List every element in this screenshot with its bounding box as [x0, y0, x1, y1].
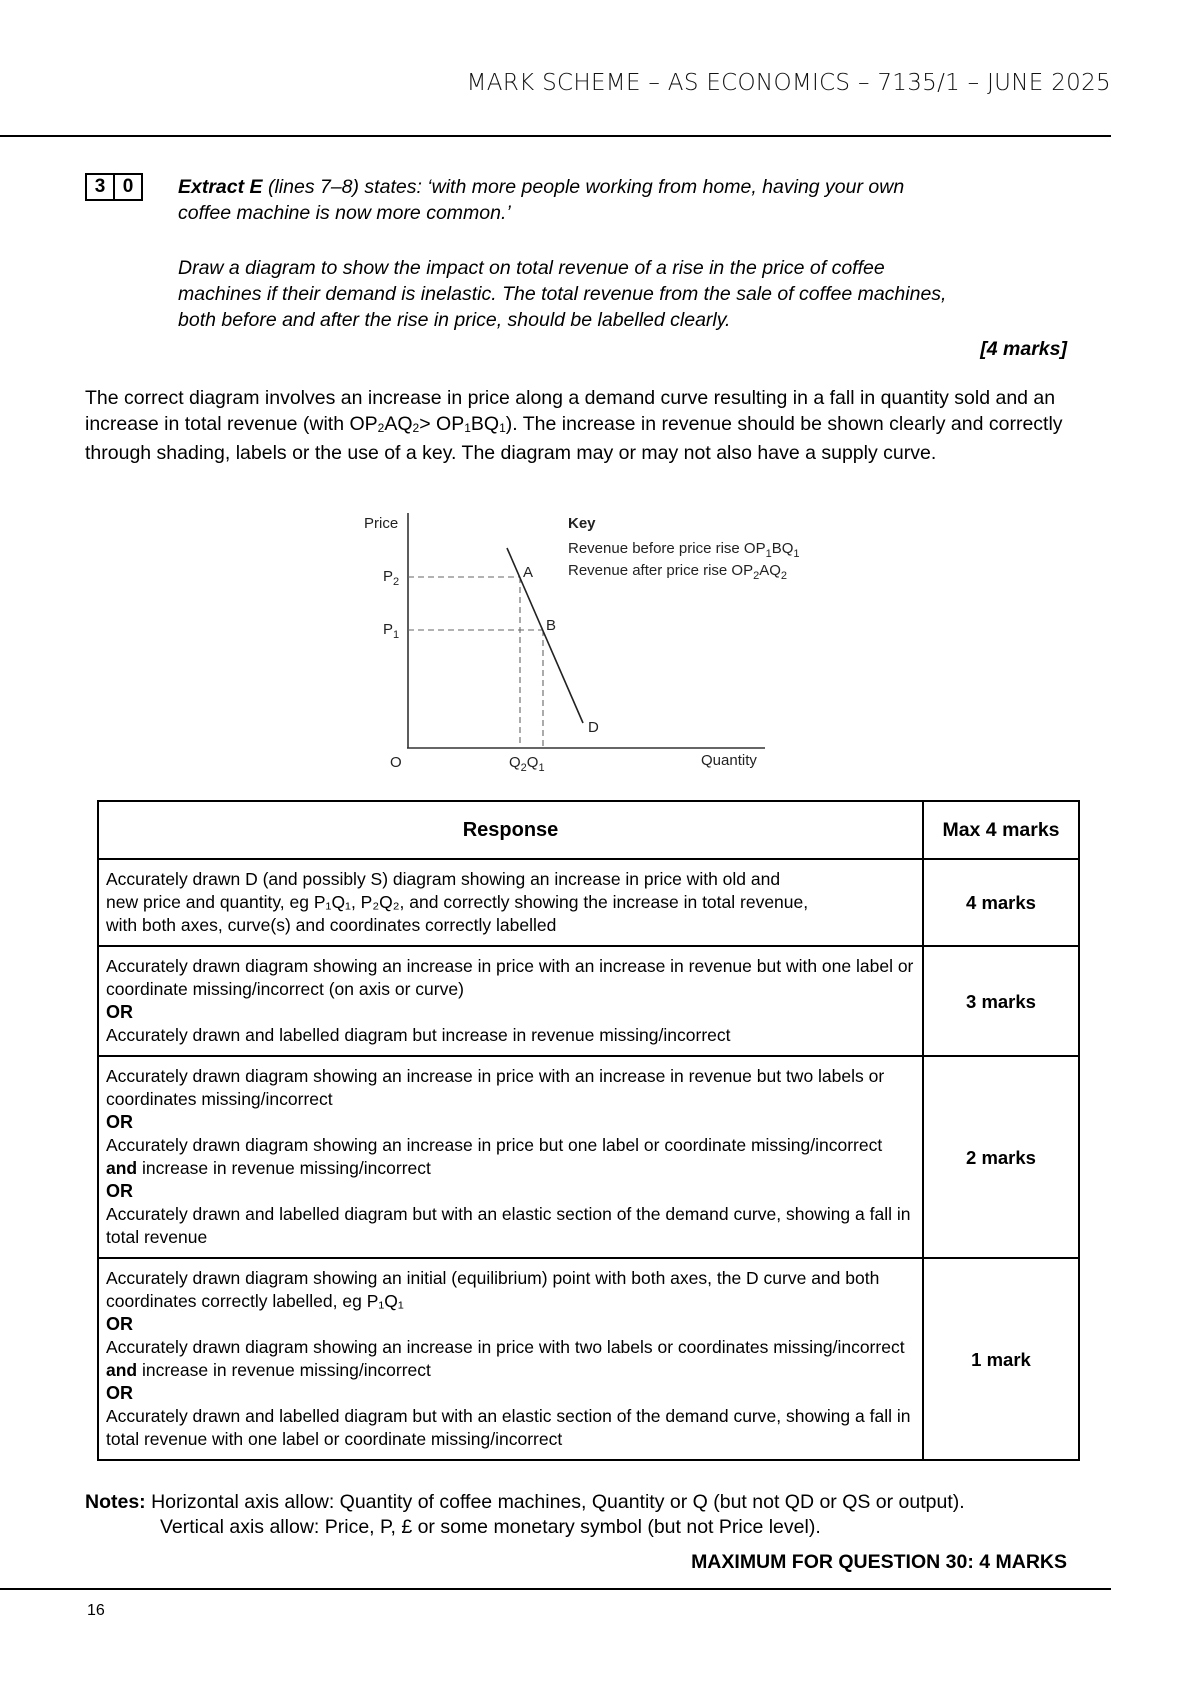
- table-row: [98, 946, 1079, 1056]
- p2-label: $P_2$: [383, 568, 400, 588]
- question-extract: [178, 174, 1078, 226]
- demand-diagram: [355, 505, 855, 775]
- response-fragment: increase in revenue missing/incorrect: [137, 1157, 431, 1178]
- intro-paragraph: [85, 386, 1095, 467]
- table-row: [98, 1258, 1079, 1460]
- response-text: Accurately drawn and labelled diagram but with an elastic section of the demand curve, showing a fall in total revenue with one label or coordinate missing/incorrect: [106, 1405, 911, 1449]
- key-title: Key: [568, 515, 596, 532]
- mark-cell: 4 marks: [923, 859, 1079, 946]
- or-label: OR: [106, 1180, 133, 1201]
- page-number: 16: [87, 1602, 105, 1619]
- header-divider: [0, 135, 1111, 137]
- key-after: Revenue after price rise $OP_2AQ_2$: [568, 562, 788, 582]
- extract-quote-line2: coffee machine is now more common.’: [178, 202, 511, 224]
- table-row: [98, 859, 1079, 946]
- response-text: Accurately drawn diagram showing an increase in price with an increase in revenue but two labels or coordinates missing/incorrect: [106, 1065, 885, 1109]
- intro-text: ). The increase in revenue should be shown clearly and correctly through shading, labels or the use of a key. The diagram may or may not also have a supply curve.: [85, 412, 1063, 464]
- mark-cell: 3 marks: [923, 946, 1079, 1056]
- origin-label: O: [390, 754, 402, 771]
- point-a-label: A: [523, 564, 534, 581]
- instruction-line: machines if their demand is inelastic. The total revenue from the sale of coffee machines,: [178, 283, 947, 305]
- notes-line: Horizontal axis allow: Quantity of coffee machines, Quantity or Q (but not QD or QS or output).: [145, 1491, 965, 1513]
- mark-cell: 1 mark: [923, 1258, 1079, 1460]
- intro-text: The correct diagram involves an increase in price along a demand curve resulting in a fall in quantity sold and an increase in total revenue (with OP: [85, 387, 1056, 435]
- q2q1-label: $Q_2Q_1$: [509, 754, 545, 774]
- response-fragment: Accurately drawn diagram showing an increase in price with two labels or coordinates missing/incorrect: [106, 1336, 905, 1357]
- response-cell: [98, 1056, 923, 1258]
- response-text: new price and quantity, eg P₁Q₁, P₂Q₂, and correctly showing the increase in total revenue,: [106, 891, 809, 912]
- mark-scheme-table: [97, 800, 1080, 1461]
- y-axis-label: Price: [364, 515, 399, 532]
- response-text: Accurately drawn and labelled diagram but increase in revenue missing/incorrect: [106, 1024, 731, 1045]
- maximum-marks-statement: MAXIMUM FOR QUESTION 30: 4 MARKS: [691, 1551, 1067, 1573]
- instruction-line: both before and after the rise in price, should be labelled clearly.: [178, 309, 731, 331]
- intro-sub: 2: [412, 420, 420, 435]
- x-axis-label: Quantity: [701, 752, 757, 769]
- point-b-label: B: [546, 617, 557, 634]
- extract-label: Extract E: [178, 176, 263, 198]
- table-row: [98, 1056, 1079, 1258]
- response-text: Accurately drawn diagram showing an initial (equilibrium) point with both axes, the D curve and both coordinates correctly labelled, eg P₁Q₁: [106, 1267, 880, 1311]
- extract-ref: (lines 7–8) states: ‘with more people working from home, having your own: [262, 176, 905, 198]
- response-fragment: increase in revenue missing/incorrect: [137, 1359, 431, 1380]
- response-text: Accurately drawn and labelled diagram but with an elastic section of the demand curve, showing a fall in total revenue: [106, 1203, 911, 1247]
- or-label: OR: [106, 1313, 133, 1334]
- response-cell: [98, 859, 923, 946]
- question-number-box: [85, 173, 143, 201]
- intro-sub: 2: [377, 420, 385, 435]
- response-cell: [98, 1258, 923, 1460]
- intro-text: > OP: [419, 412, 465, 435]
- footer-divider: [0, 1588, 1111, 1590]
- notes-label: Notes:: [85, 1491, 146, 1513]
- question-marks: [4 marks]: [980, 338, 1067, 360]
- header-response: Response: [98, 801, 923, 859]
- intro-sub: 1: [499, 420, 506, 435]
- and-emphasis: and: [106, 1359, 138, 1380]
- response-text: [106, 1336, 915, 1382]
- and-emphasis: and: [106, 1157, 138, 1178]
- or-label: OR: [106, 1382, 133, 1403]
- response-fragment: Accurately drawn diagram showing an increase in price but one label or coordinate missing/incorrect: [106, 1134, 883, 1155]
- intro-text: BQ: [470, 412, 500, 435]
- question-instruction: [178, 255, 1078, 333]
- intro-text: AQ: [384, 412, 413, 435]
- or-label: OR: [106, 1001, 133, 1022]
- notes-section: [85, 1490, 965, 1540]
- response-text: Accurately drawn diagram showing an increase in price with an increase in revenue but with one label or coordinate missing/incorrect (on axis or curve): [106, 955, 914, 999]
- key-before: Revenue before price rise $OP_1BQ_1$: [568, 540, 800, 560]
- p1-label: $P_1$: [383, 621, 400, 641]
- response-text: [106, 1134, 915, 1180]
- mark-cell: 2 marks: [923, 1056, 1079, 1258]
- response-cell: [98, 946, 923, 1056]
- question-digit: 0: [115, 173, 143, 201]
- or-label: OR: [106, 1111, 133, 1132]
- table-header-row: [98, 801, 1079, 859]
- instruction-line: Draw a diagram to show the impact on total revenue of a rise in the price of coffee: [178, 257, 885, 279]
- demand-curve-label: D: [588, 719, 599, 736]
- header-max-marks: Max 4 marks: [923, 801, 1079, 859]
- question-digit: 3: [85, 173, 115, 201]
- intro-sub: 1: [464, 420, 471, 435]
- response-text: Accurately drawn D (and possibly S) diagram showing an increase in price with old and: [106, 868, 781, 889]
- notes-line: Vertical axis allow: Price, P, £ or some monetary symbol (but not Price level).: [160, 1516, 821, 1538]
- response-text: with both axes, curve(s) and coordinates correctly labelled: [106, 914, 557, 935]
- page-header-title: MARK SCHEME – AS ECONOMICS – 7135/1 – JUNE 2025: [466, 70, 1111, 96]
